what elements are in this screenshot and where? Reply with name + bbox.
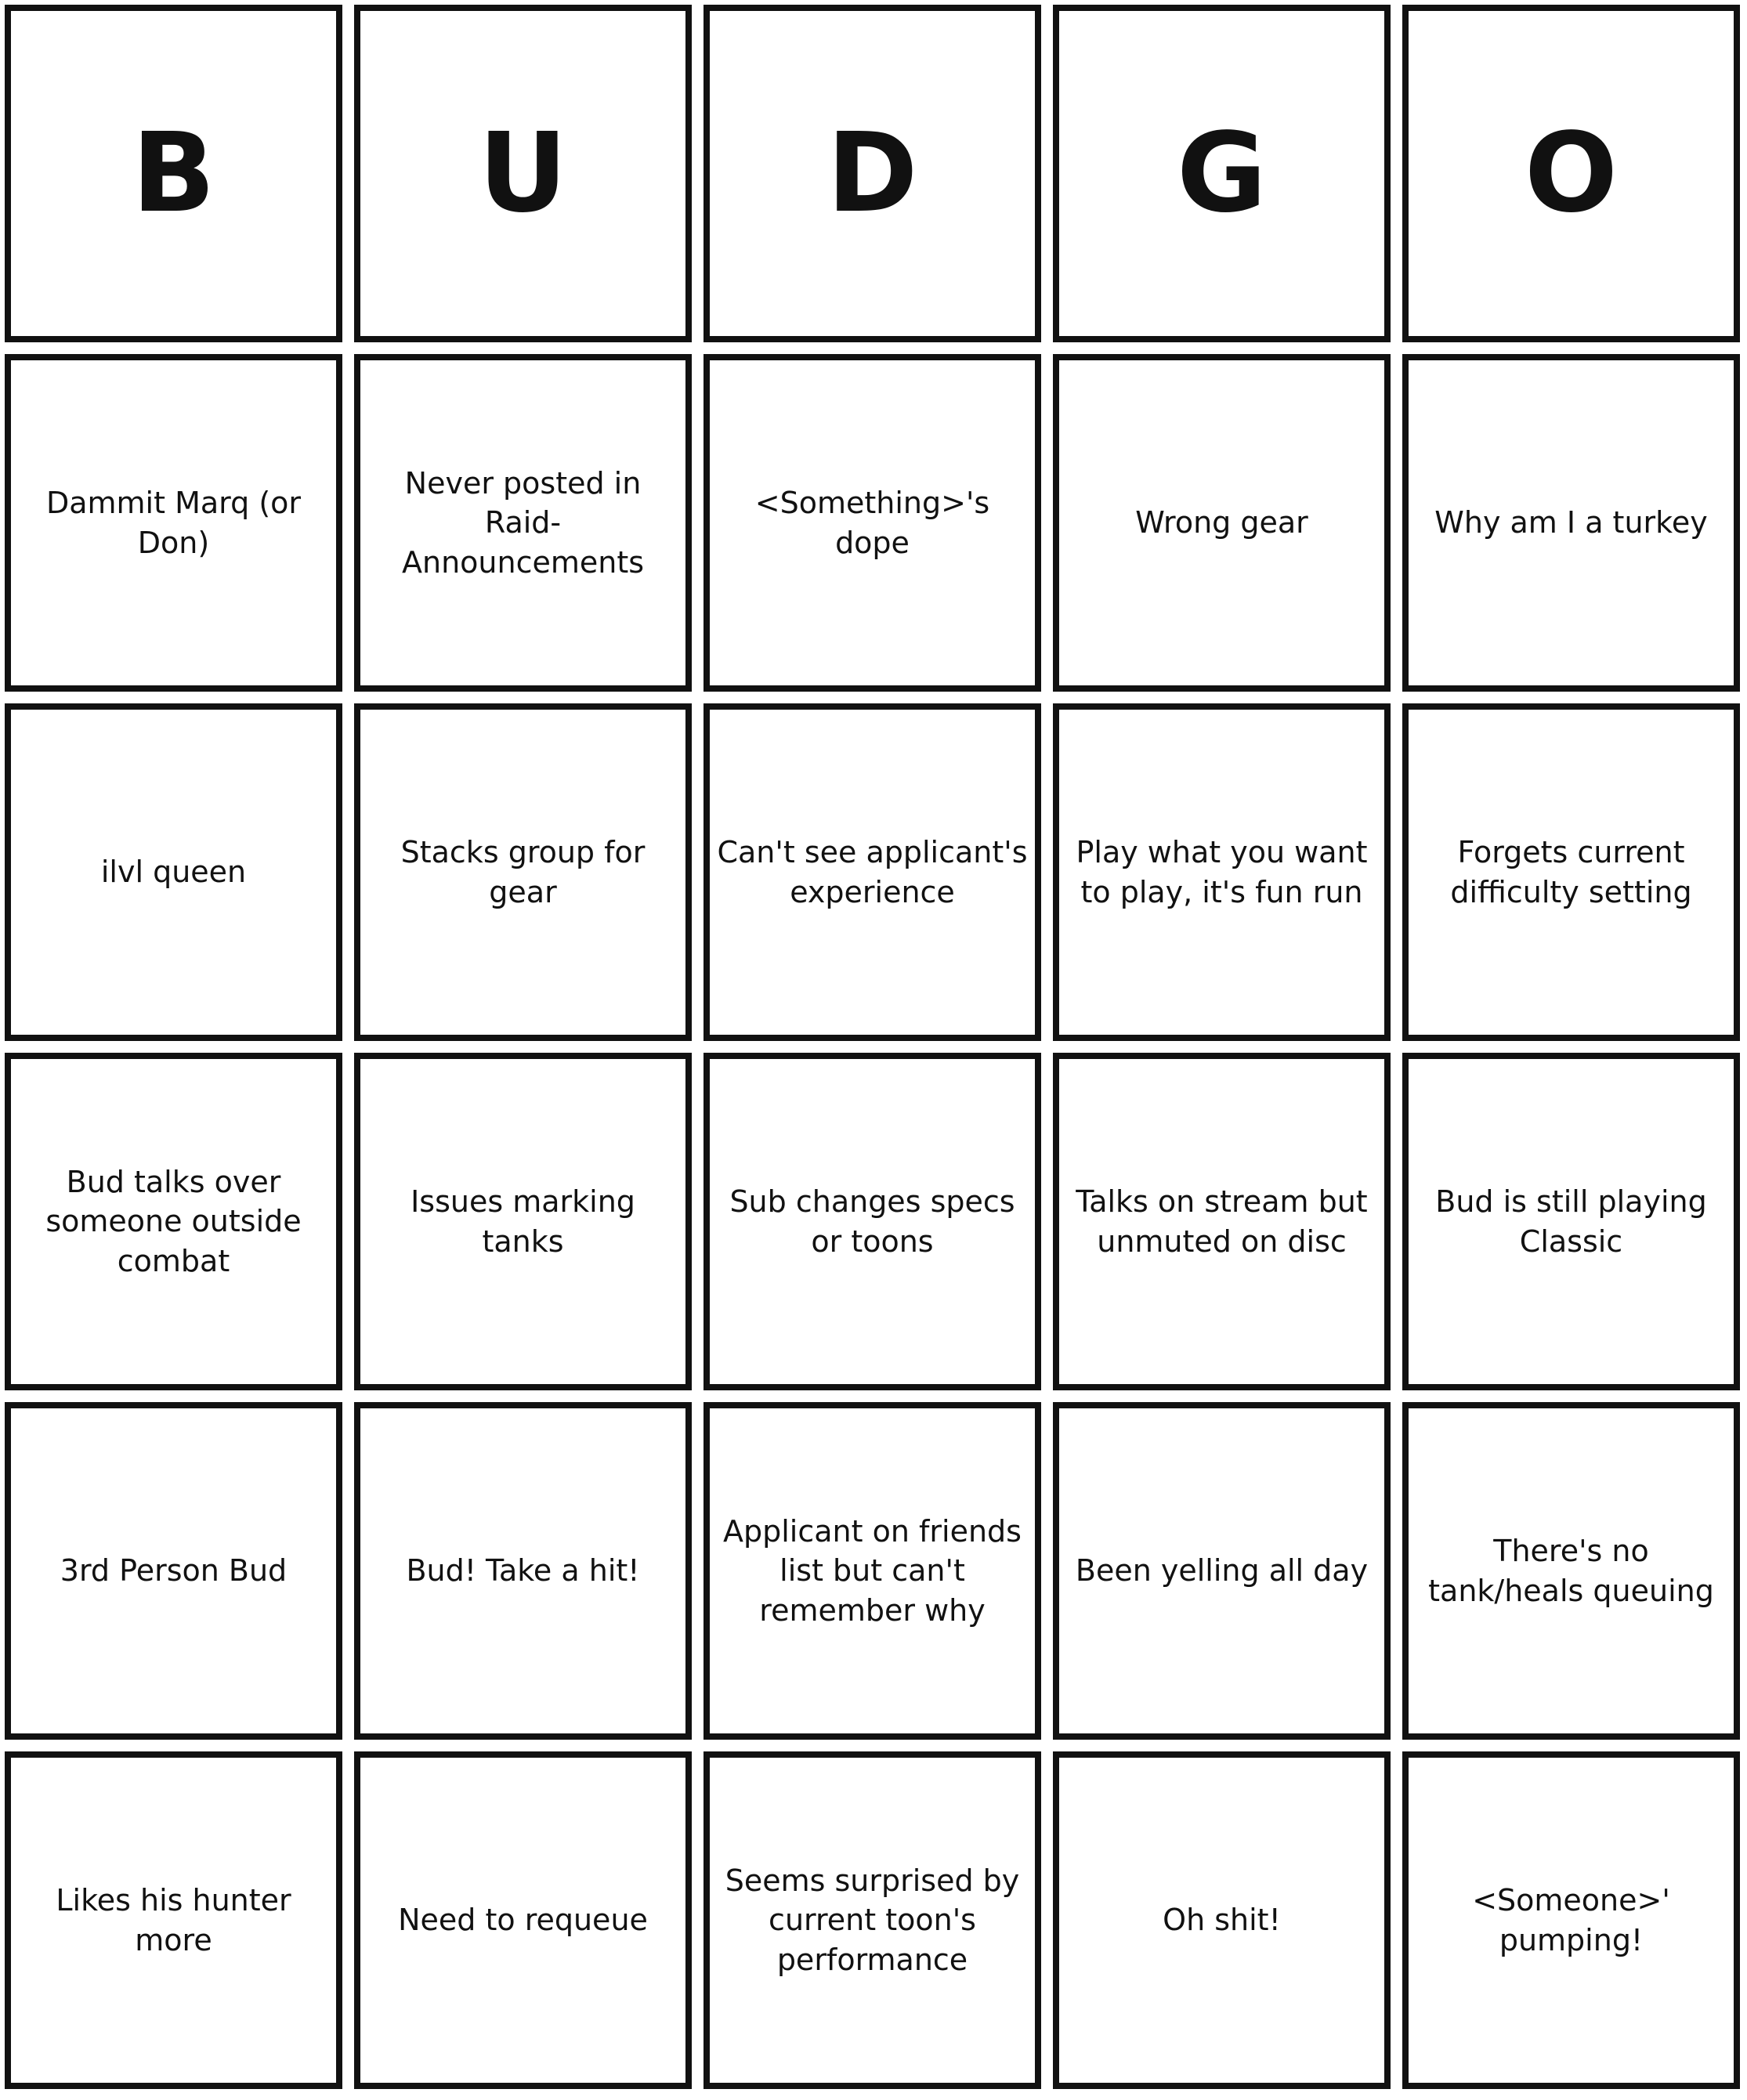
bingo-square[interactable] [1053,1751,1391,2089]
bingo-square[interactable] [5,703,342,1041]
bingo-square[interactable] [354,703,692,1041]
square-label: Need to requeue [398,1903,648,1938]
bingo-square[interactable] [704,703,1041,1041]
bingo-square[interactable] [1053,1053,1391,1390]
square-label: There's no tank/heals queuing [1428,1534,1714,1608]
square-label: Wrong gear [1135,505,1308,540]
square-label: 3rd Person Bud [60,1553,288,1589]
square-label: <Someone>' pumping! [1472,1883,1670,1957]
bingo-square[interactable] [704,1751,1041,2089]
header-letter-g: G [1053,5,1391,342]
bingo-square[interactable] [1053,354,1391,692]
bingo-square[interactable] [5,1751,342,2089]
square-label: Seems surprised by current toon's performance [725,1863,1020,1977]
square-label: Can't see applicant's experience [717,835,1028,909]
bingo-square[interactable] [354,1053,692,1390]
bingo-square[interactable] [354,1402,692,1740]
square-label: Sub changes specs or toons [729,1184,1015,1259]
header-letter-o: O [1402,5,1740,342]
bingo-square[interactable] [1402,703,1740,1041]
bingo-square[interactable] [704,1053,1041,1390]
header-letter-u: U [354,5,692,342]
bingo-square[interactable] [5,1053,342,1390]
square-label: Play what you want to play, it's fun run [1076,835,1368,909]
header-letter-b: B [5,5,342,342]
square-label: Never posted in Raid-Announcements [401,466,645,580]
bingo-square[interactable] [5,354,342,692]
square-label: Why am I a turkey [1434,505,1708,540]
square-label: ilvl queen [100,855,247,890]
bingo-square[interactable] [1053,703,1391,1041]
square-label: Dammit Marq (or Don) [45,486,302,560]
square-label: Talks on stream but unmuted on disc [1076,1184,1368,1259]
bingo-square[interactable] [704,1402,1041,1740]
square-label: Been yelling all day [1075,1553,1369,1589]
bingo-square[interactable] [1402,1751,1740,2089]
square-label: Stacks group for gear [400,835,646,909]
bingo-square[interactable] [5,1402,342,1740]
bingo-square[interactable] [704,354,1041,692]
bingo-square[interactable] [1402,1402,1740,1740]
header-letter-d: D [704,5,1041,342]
bingo-square[interactable] [1402,1053,1740,1390]
square-label: Bud talks over someone outside combat [45,1165,302,1278]
square-label: Likes his hunter more [56,1883,291,1957]
square-label: Bud! Take a hit! [406,1553,640,1589]
bingo-square[interactable] [354,354,692,692]
square-label: Applicant on friends list but can't remember why [723,1514,1022,1628]
square-label: <Something>'s dope [754,486,990,560]
bingo-square[interactable] [1053,1402,1391,1740]
square-label: Oh shit! [1163,1903,1281,1938]
square-label: Forgets current difficulty setting [1450,835,1692,909]
bingo-square[interactable] [354,1751,692,2089]
square-label: Bud is still playing Classic [1435,1184,1707,1259]
square-label: Issues marking tanks [411,1184,635,1259]
bingo-square[interactable] [1402,354,1740,692]
